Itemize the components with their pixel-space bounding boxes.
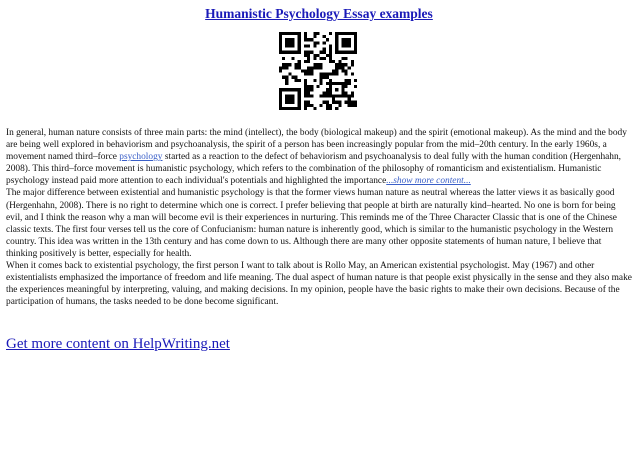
qr-module [298, 41, 301, 44]
qr-module [298, 38, 301, 41]
qr-module [295, 51, 298, 54]
qr-module [320, 94, 323, 97]
qr-module [304, 73, 307, 76]
qr-module [282, 63, 285, 66]
qr-module [345, 82, 348, 85]
qr-module [285, 107, 288, 110]
qr-module [329, 107, 332, 110]
paragraph-1 [6, 127, 632, 187]
qr-module [313, 54, 316, 57]
qr-module [320, 104, 323, 107]
qr-module [298, 44, 301, 47]
qr-module [323, 48, 326, 51]
qr-module [326, 101, 329, 104]
paragraph-1-text-before: In general, human nature consists of three main parts: the mind (intellect), the body (biological makeup) and the spirit (emotional makeup). As the mind and the body are being well explored in behaviorism and psychoanalysis, the spirit of a person has been increasingly popular from the mid–20th century. In the early 1960s, a movement named third–force [6, 128, 627, 163]
qr-module [320, 76, 323, 79]
qr-module [307, 104, 310, 107]
qr-module [326, 73, 329, 76]
qr-module [338, 60, 341, 63]
qr-module [279, 41, 282, 44]
qr-module [298, 107, 301, 110]
qr-module [285, 98, 288, 101]
show-more-link[interactable]: ...show more content... [386, 176, 471, 187]
qr-module [285, 32, 288, 35]
qr-module [345, 79, 348, 82]
qr-module [313, 66, 316, 69]
paragraph-3: When it comes back to existential psychology, the first person I want to talk about is Rollo May, an American existential psychologist. May (1967) and other existentialists emphasized the importance of freedom and life meaning. The dual aspect of human nature is that people exist physically in the sense and they also make the experiences meaningful by interpreting, valuing, and making decisions. In my opinion, people have the basic rights to make their own decisions. Because of the participation of humans, the tasks needed to be done become significant. [6, 261, 632, 308]
qr-module [345, 63, 348, 66]
qr-module [338, 51, 341, 54]
qr-module [313, 107, 316, 110]
qr-module [282, 66, 285, 69]
qr-module [329, 79, 332, 82]
qr-module [348, 32, 351, 35]
qr-module [329, 85, 332, 88]
qr-module [310, 51, 313, 54]
qr-module [320, 51, 323, 54]
qr-module [345, 51, 348, 54]
qr-module [348, 79, 351, 82]
qr-module [288, 73, 291, 76]
qr-module [323, 73, 326, 76]
qr-module [285, 51, 288, 54]
qr-module [326, 88, 329, 91]
qr-module [348, 82, 351, 85]
qr-module [298, 94, 301, 97]
qr-module [282, 76, 285, 79]
qr-module [329, 57, 332, 60]
qr-module [304, 107, 307, 110]
qr-module [326, 107, 329, 110]
qr-module [298, 104, 301, 107]
qr-module [335, 38, 338, 41]
qr-module [329, 48, 332, 51]
qr-module [348, 41, 351, 44]
qr-module [291, 76, 294, 79]
qr-module [285, 66, 288, 69]
qr-module [304, 88, 307, 91]
qr-module [323, 94, 326, 97]
qr-module [335, 94, 338, 97]
qr-module [338, 66, 341, 69]
qr-module [335, 101, 338, 104]
qr-module [329, 91, 332, 94]
qr-module [335, 73, 338, 76]
qr-module [279, 94, 282, 97]
helpwriting-link[interactable]: Get more content on HelpWriting.net [6, 336, 230, 352]
qr-module [320, 82, 323, 85]
qr-module [313, 63, 316, 66]
qr-module [310, 94, 313, 97]
qr-module [279, 32, 282, 35]
qr-module [323, 51, 326, 54]
qr-module [341, 41, 344, 44]
qr-module [354, 41, 357, 44]
qr-module [279, 101, 282, 104]
qr-module [304, 79, 307, 82]
qr-module [345, 94, 348, 97]
qr-module [298, 51, 301, 54]
qr-module [320, 63, 323, 66]
qr-module [291, 41, 294, 44]
qr-module [320, 79, 323, 82]
qr-module [310, 69, 313, 72]
qr-module [351, 94, 354, 97]
qr-module [285, 101, 288, 104]
qr-module [332, 60, 335, 63]
qr-module [348, 44, 351, 47]
qr-module [301, 69, 304, 72]
qr-module [332, 101, 335, 104]
qr-module [288, 98, 291, 101]
qr-module [288, 41, 291, 44]
qr-module [335, 66, 338, 69]
qr-module [291, 98, 294, 101]
qr-module [304, 101, 307, 104]
qr-module [341, 85, 344, 88]
qr-module [320, 73, 323, 76]
qr-module [288, 44, 291, 47]
qr-module [345, 73, 348, 76]
qr-module [351, 32, 354, 35]
qr-module [351, 91, 354, 94]
qr-module [341, 38, 344, 41]
qr-module [351, 51, 354, 54]
qr-module [348, 98, 351, 101]
qr-module [310, 104, 313, 107]
qr-module [313, 35, 316, 38]
psychology-link[interactable]: psychology [119, 152, 163, 163]
qr-module [279, 35, 282, 38]
qr-module [341, 51, 344, 54]
qr-module [323, 57, 326, 60]
qr-module [291, 44, 294, 47]
qr-module [332, 94, 335, 97]
qr-module [316, 32, 319, 35]
qr-module [320, 66, 323, 69]
qr-module [345, 38, 348, 41]
qr-module [295, 79, 298, 82]
qr-module [288, 88, 291, 91]
qr-module [307, 91, 310, 94]
qr-module [348, 51, 351, 54]
qr-module [295, 32, 298, 35]
qr-module [291, 107, 294, 110]
qr-module [285, 44, 288, 47]
qr-module [326, 38, 329, 41]
qr-module [298, 35, 301, 38]
qr-module [279, 69, 282, 72]
qr-module [298, 101, 301, 104]
qr-module [288, 101, 291, 104]
qr-module [323, 91, 326, 94]
qr-module [316, 54, 319, 57]
qr-module [326, 54, 329, 57]
qr-module [307, 73, 310, 76]
qr-module [335, 44, 338, 47]
qr-module [332, 73, 335, 76]
qr-module [329, 73, 332, 76]
qr-module [341, 91, 344, 94]
qr-module [279, 107, 282, 110]
qr-module [310, 38, 313, 41]
qr-module [288, 94, 291, 97]
qr-module [285, 88, 288, 91]
qr-module [295, 107, 298, 110]
qr-module [348, 66, 351, 69]
qr-module [338, 104, 341, 107]
qr-module [307, 66, 310, 69]
qr-module [329, 51, 332, 54]
qr-module [282, 32, 285, 35]
qr-module [348, 94, 351, 97]
qr-module [291, 57, 294, 60]
qr-module [288, 32, 291, 35]
qr-module [335, 41, 338, 44]
essay-body [6, 127, 632, 308]
qr-module [326, 104, 329, 107]
qr-module [307, 88, 310, 91]
qr-module [323, 76, 326, 79]
qr-module [329, 54, 332, 57]
qr-module [345, 57, 348, 60]
qr-module [326, 91, 329, 94]
qr-module [326, 82, 329, 85]
qr-module [345, 69, 348, 72]
qr-module [335, 35, 338, 38]
qr-module [304, 82, 307, 85]
qr-module [345, 41, 348, 44]
qr-module [295, 66, 298, 69]
qr-module [354, 104, 357, 107]
qr-module [279, 44, 282, 47]
qr-module [298, 79, 301, 82]
qr-module [345, 32, 348, 35]
qr-module [326, 76, 329, 79]
qr-module [310, 88, 313, 91]
qr-module [332, 82, 335, 85]
qr-module [345, 91, 348, 94]
qr-module [310, 85, 313, 88]
qr-module [304, 35, 307, 38]
qr-module [279, 66, 282, 69]
qr-module [304, 104, 307, 107]
qr-module [332, 69, 335, 72]
qr-module [335, 51, 338, 54]
qr-module [341, 63, 344, 66]
qr-module [354, 79, 357, 82]
qr-module [335, 32, 338, 35]
qr-module [285, 76, 288, 79]
qr-module [310, 73, 313, 76]
qr-module [295, 88, 298, 91]
qr-module [341, 82, 344, 85]
qr-module [345, 44, 348, 47]
qr-module [304, 60, 307, 63]
qr-module [304, 85, 307, 88]
qr-module [338, 82, 341, 85]
qr-module [313, 57, 316, 60]
qr-module [291, 51, 294, 54]
qr-module [304, 94, 307, 97]
qr-module [341, 88, 344, 91]
document-title-link[interactable]: Humanistic Psychology Essay examples [205, 6, 433, 21]
qr-module [307, 101, 310, 104]
qr-module [345, 85, 348, 88]
qr-module [335, 82, 338, 85]
qr-module [329, 88, 332, 91]
qr-module [313, 32, 316, 35]
qr-module [288, 51, 291, 54]
qr-module [295, 63, 298, 66]
qr-module [316, 63, 319, 66]
qr-module [304, 44, 307, 47]
qr-module [304, 54, 307, 57]
qr-module [345, 101, 348, 104]
qr-module [341, 66, 344, 69]
qr-module [291, 101, 294, 104]
qr-module [291, 38, 294, 41]
qr-module [285, 79, 288, 82]
qr-module [323, 35, 326, 38]
qr-module [351, 63, 354, 66]
qr-module [310, 66, 313, 69]
qr-module [351, 101, 354, 104]
qr-module [279, 91, 282, 94]
qr-module [282, 57, 285, 60]
qr-module [354, 44, 357, 47]
qr-module [288, 107, 291, 110]
qr-module [320, 57, 323, 60]
qr-module [298, 63, 301, 66]
qr-module [288, 38, 291, 41]
qr-module [341, 44, 344, 47]
qr-module [307, 85, 310, 88]
qr-module [298, 48, 301, 51]
qr-module [354, 51, 357, 54]
qr-module [323, 101, 326, 104]
qr-module [285, 41, 288, 44]
qr-module [307, 94, 310, 97]
qr-module [282, 107, 285, 110]
qr-module [307, 38, 310, 41]
qr-module [354, 38, 357, 41]
qr-module [285, 38, 288, 41]
qr-module [326, 94, 329, 97]
qr-module [282, 88, 285, 91]
qr-module [354, 48, 357, 51]
qr-module [329, 44, 332, 47]
qr-module [279, 38, 282, 41]
qr-module [291, 88, 294, 91]
qr-module [335, 63, 338, 66]
paragraph-1-text-after: started as a reaction to the defect of behaviorism and psychoanalysis to deal fully with the human condition (Hergenhahn, 2008). This third–force movement is humanistic psychology, which refers to the combination of the philosophy of romanticism and existentialism. Humanistic psychology instead paid more attention to each individual's potentials and highlighted the importance [6, 152, 622, 187]
qr-module [298, 98, 301, 101]
qr-module [279, 88, 282, 91]
qr-module [304, 38, 307, 41]
qr-module [341, 57, 344, 60]
qr-module [279, 51, 282, 54]
qr-module [351, 60, 354, 63]
qr-module [298, 66, 301, 69]
qr-module [316, 85, 319, 88]
qr-module [329, 32, 332, 35]
qr-module [304, 51, 307, 54]
qr-module [279, 98, 282, 101]
qr-module [332, 98, 335, 101]
qr-module [329, 82, 332, 85]
qr-module [323, 41, 326, 44]
qr-code-icon [279, 32, 357, 110]
qr-module [341, 32, 344, 35]
qr-module [285, 82, 288, 85]
qr-module [298, 88, 301, 91]
qr-module [341, 94, 344, 97]
qr-module [341, 69, 344, 72]
qr-module [282, 51, 285, 54]
qr-module [338, 94, 341, 97]
qr-module [298, 32, 301, 35]
qr-module [329, 60, 332, 63]
qr-module [354, 35, 357, 38]
qr-module [351, 104, 354, 107]
qr-module [354, 101, 357, 104]
qr-module [291, 32, 294, 35]
qr-module [338, 101, 341, 104]
qr-module [279, 104, 282, 107]
qr-module [285, 94, 288, 97]
qr-module [313, 41, 316, 44]
qr-module [335, 88, 338, 91]
qr-module [307, 44, 310, 47]
qr-module [338, 32, 341, 35]
qr-module [307, 69, 310, 72]
qr-module [307, 54, 310, 57]
qr-module [288, 63, 291, 66]
qr-module [307, 57, 310, 60]
paragraph-2: The major difference between existential and humanistic psychology is that the former views human nature as neutral whereas the latter views it as basically good (Hergenhahn, 2008). There is no right to determine which one is correct. I prefer believing that people at birth are naturally kind–hearted. No one is born for being evil, and I think the reason why a man will become evil is their experiences in nurturing. This reminds me of the Three Character Classic that is one of the Chinese classic texts. The first four verses tell us the core of Confucianism: human nature is inherently good, which is similar to the humanistic psychology in the Western country. This idea was written in the 13th century and has come down to us. Although there are many other opposite statements of human nature, I believe that thinking positively is better, especially for health. [6, 188, 617, 259]
qr-module [329, 104, 332, 107]
qr-module [335, 48, 338, 51]
qr-module [279, 48, 282, 51]
qr-module [348, 101, 351, 104]
qr-module [348, 104, 351, 107]
qr-module [295, 76, 298, 79]
qr-module [313, 44, 316, 47]
qr-module [338, 63, 341, 66]
qr-module [304, 32, 307, 35]
qr-module [354, 85, 357, 88]
qr-module [298, 91, 301, 94]
qr-module [329, 94, 332, 97]
qr-module [351, 73, 354, 76]
qr-module [354, 32, 357, 35]
qr-module [316, 41, 319, 44]
qr-module [285, 63, 288, 66]
qr-module [304, 91, 307, 94]
qr-module [335, 69, 338, 72]
qr-module [291, 94, 294, 97]
qr-module [307, 51, 310, 54]
qr-module [313, 79, 316, 82]
qr-module [304, 69, 307, 72]
qr-module [348, 38, 351, 41]
qr-module [316, 66, 319, 69]
qr-module [335, 107, 338, 110]
qr-module [307, 60, 310, 63]
qr-module [298, 60, 301, 63]
